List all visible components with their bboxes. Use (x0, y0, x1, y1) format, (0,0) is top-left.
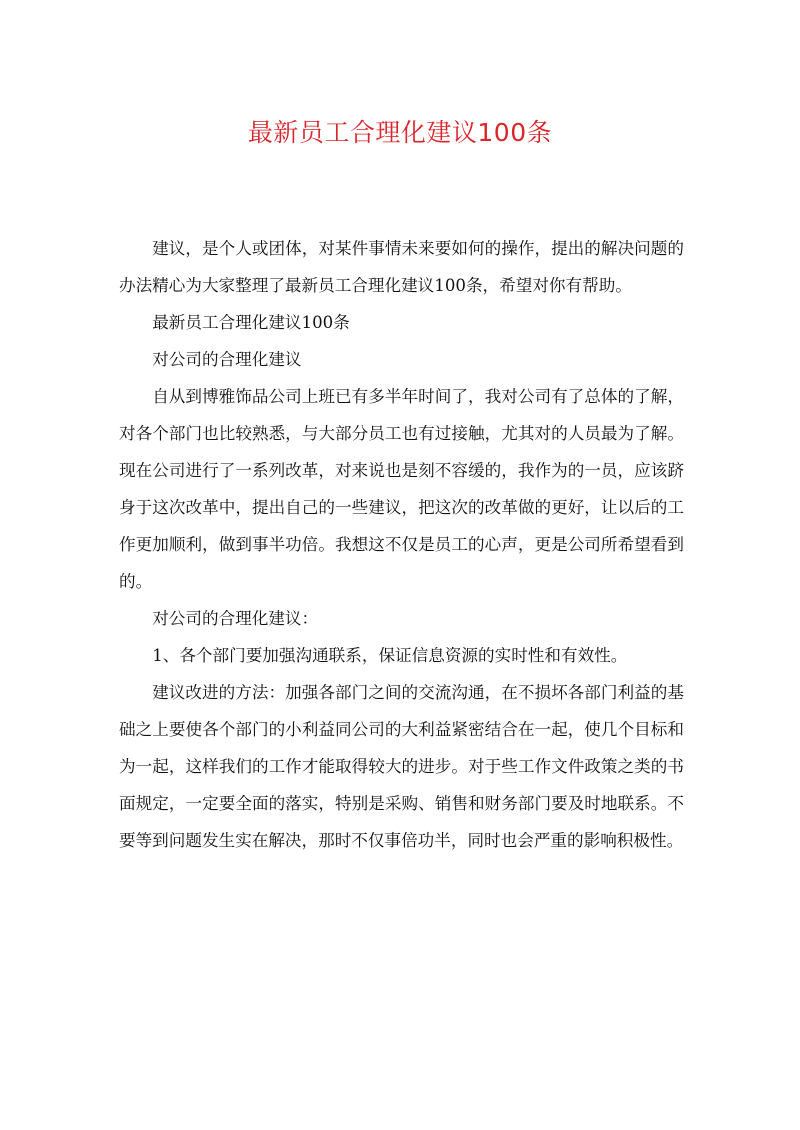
list-item: 1、各个部门要加强沟通联系，保证信息资源的实时性和有效性。 (152, 646, 628, 665)
body-paragraph: 建议改进的方法：加强各部门之间的交流沟通，在不损坏各部门利益的基础之上要使各个部门的小利益同公司的大利益紧密结合在一起，使几个目标和为一起，这样我们的工作才能取得较大的进步。对于些工作文件政策之类的书面规定，一定要全面的落实，特别是采购、销售和财务部门要及时地联系。不要等到问题发生实在解决，那时不仅事倍功半，同时也会严重的影响积极性。 (119, 683, 684, 850)
list-heading: 对公司的合理化建议： (152, 609, 319, 628)
document-title: 最新员工合理化建议100条 (247, 118, 553, 147)
document-body (119, 230, 684, 859)
section-heading: 最新员工合理化建议100条 (152, 313, 350, 332)
intro-paragraph: 建议，是个人或团体，对某件事情未来要如何的操作，提出的解决问题的办法精心为大家整理了最新员工合理化建议100条，希望对你有帮助。 (119, 239, 684, 295)
subsection-heading: 对公司的合理化建议 (152, 350, 302, 369)
body-paragraph: 自从到博雅饰品公司上班已有多半年时间了，我对公司有了总体的了解，对各个部门也比较熟悉，与大部分员工也有过接触，尤其对的人员最为了解。现在公司进行了一系列改革，对来说也是刻不容缓的，我作为的一员，应该跻身于这次改革中，提出自己的一些建议，把这次的改革做的更好，让以后的工作更加顺利，做到事半功倍。我想这不仅是员工的心声，更是公司所希望看到的。 (119, 387, 684, 591)
